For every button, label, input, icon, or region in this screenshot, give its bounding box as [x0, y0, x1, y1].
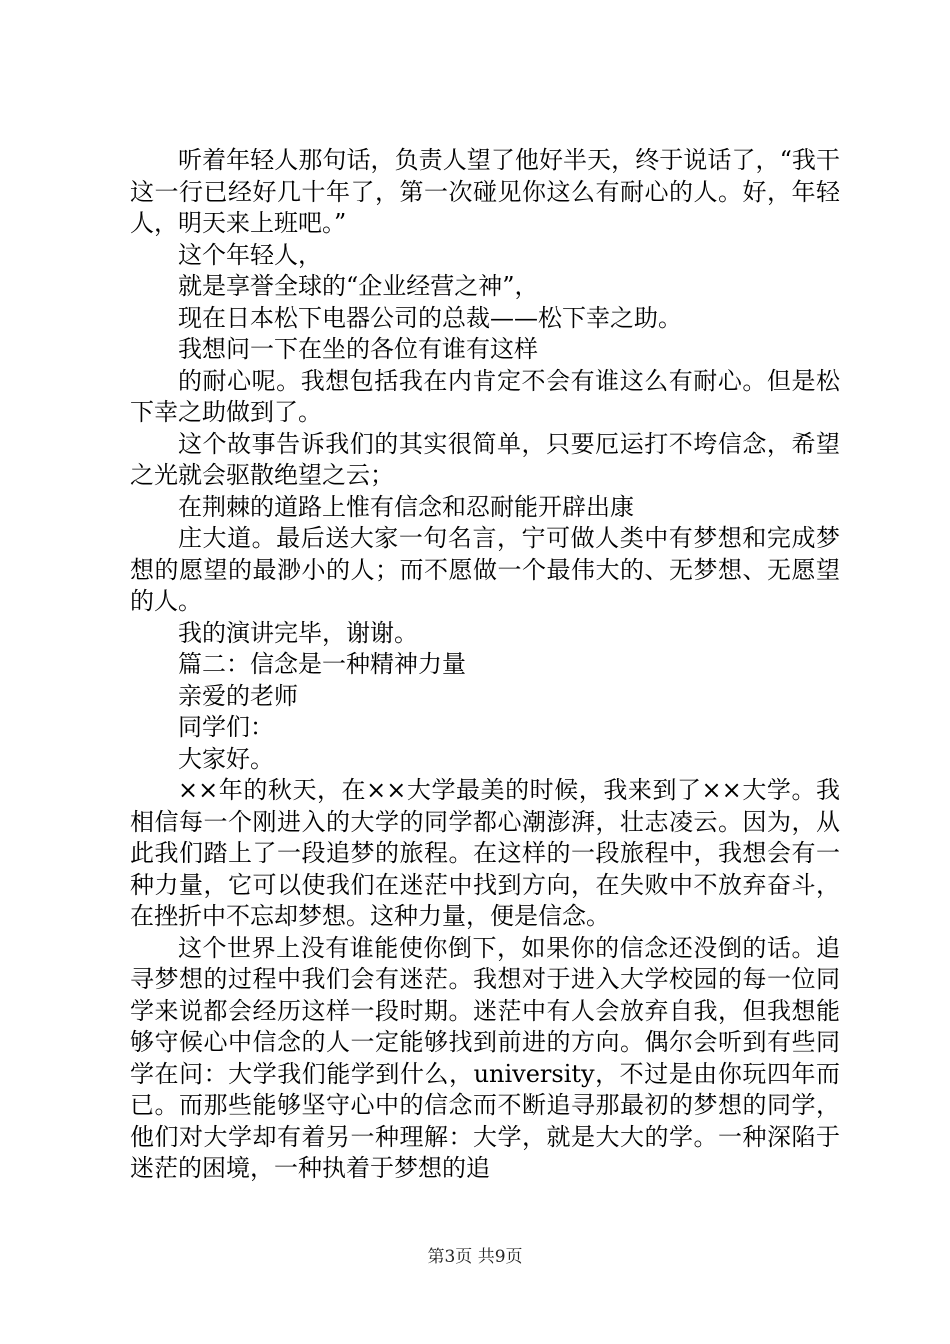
paragraph: 听着年轻人那句话，负责人望了他好半天，终于说话了，“我干这一行已经好几十年了，第一次碰见你这么有耐心的人。好，年轻人，明天来上班吧。”	[130, 146, 840, 237]
document-body	[130, 145, 840, 1185]
section-heading: 篇二：信念是一种精神力量	[178, 650, 466, 678]
paragraph: 在荆棘的道路上惟有信念和忍耐能开辟出康	[178, 492, 634, 521]
paragraph: 这个年轻人，	[178, 240, 322, 269]
page-number-footer: 第3页 共9页	[427, 1247, 523, 1267]
paragraph: ××年的秋天，在××大学最美的时候，我来到了××大学。我相信每一个刚进入的大学的同学都心潮澎湃，壮志凌云。因为，从此我们踏上了一段追梦的旅程。在这样的一段旅程中，我想会有一种力量，它可以使我们在迷茫中找到方向，在失败中不放弃奋斗，在挫折中不忘却梦想。这种力量，便是信念。	[130, 776, 840, 930]
paragraph: 大家好。	[178, 744, 274, 773]
paragraph: 我想问一下在坐的各位有谁有这样	[178, 335, 538, 363]
paragraph: 这个世界上没有谁能使你倒下，如果你的信念还没倒的话。追寻梦想的过程中我们会有迷茫。我想对于进入大学校园的每一位同学来说都会经历这样一段时期。迷茫中有人会放弃自我，但我想能够守候心中信念的人一定能够找到前进的方向。偶尔会听到有些同学在问：大学我们能学到什么，university，不过是由你玩四年而已。而那些能够坚守心中的信念而不断追寻那最初的梦想的同学，他们对大学却有着另一种理解：大学，就是大大的学。一种深陷于迷茫的困境，一种执着于梦想的追	[130, 933, 840, 1182]
paragraph: 同学们：	[178, 713, 274, 741]
paragraph: 我的演讲完毕，谢谢。	[178, 618, 418, 647]
paragraph: 这个故事告诉我们的其实很简单，只要厄运打不垮信念，希望之光就会驱散绝望之云；	[130, 429, 840, 489]
paragraph: 就是享誉全球的“企业经营之神”，	[178, 272, 539, 300]
paragraph: 的耐心呢。我想包括我在内肯定不会有谁这么有耐心。但是松下幸之助做到了。	[130, 366, 840, 426]
paragraph: 亲爱的老师	[178, 681, 298, 710]
paragraph: 现在日本松下电器公司的总裁——松下幸之助。	[178, 303, 682, 332]
paragraph: 庄大道。最后送大家一句名言，宁可做人类中有梦想和完成梦想的愿望的最渺小的人；而不愿做一个最伟大的、无梦想、无愿望的人。	[130, 524, 840, 615]
